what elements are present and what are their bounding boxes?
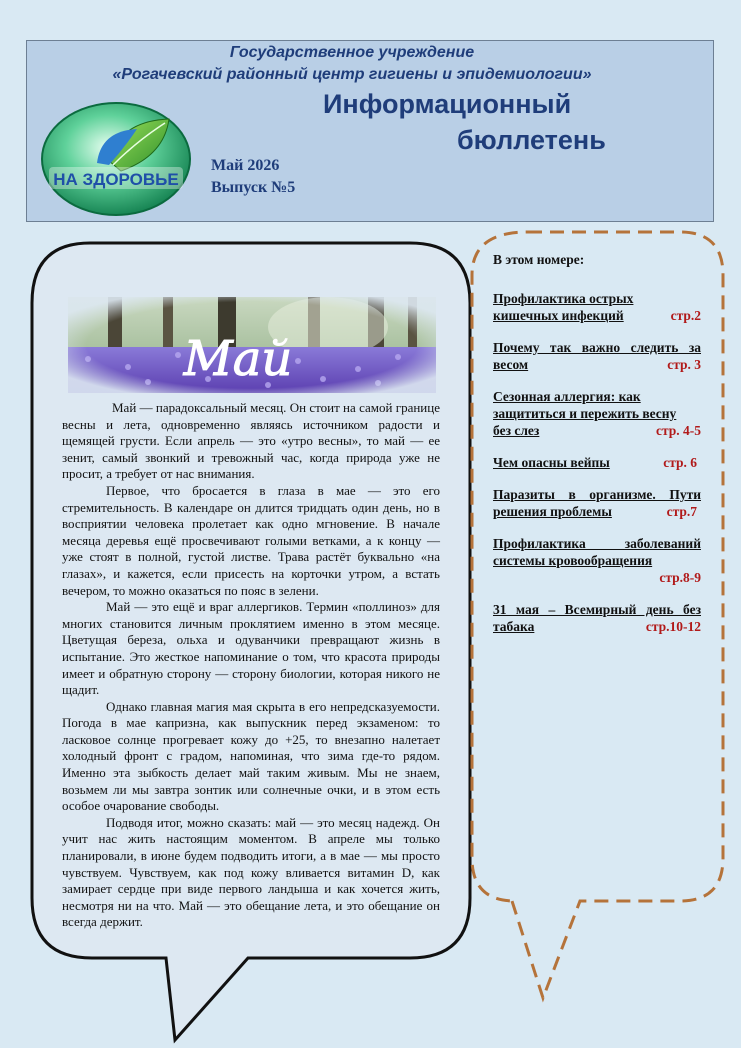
article-paragraph: Май — парадоксальный месяц. Он стоит на самой границе весны и лета, одновременно являясь источником радости и щемящей грусти. Если апрель — это «утро весны», то май — ее зенит, самый звонкий и тревожный час, когда природа уже не просит, а требует от нас внимания.	[62, 400, 440, 482]
issue-number: Выпуск №5	[211, 179, 296, 196]
logo-text: НА ЗДОРОВЬЕ	[53, 170, 179, 189]
na-zdorovye-logo	[39, 101, 193, 217]
toc-item-weight[interactable]	[493, 339, 701, 373]
bulletin-header	[26, 40, 714, 222]
toc-item-title: кишечных инфекций	[493, 308, 624, 323]
toc-item-vapes[interactable]	[493, 454, 701, 471]
toc-item-page: стр.10-12	[645, 619, 701, 634]
article-paragraph: Однако главная магия мая скрыта в его непредсказуемости. Погода в мае капризна, как выпускник перед экзаменом: то ласковое солнце прогревает кожу до +25, то внезапно налетает холодный фронт с градом, напоминая, что зима где-то рядом. Именно эта зыбкость делает май таким живым. Мы не знаем, возьмем ли мы завтра зонтик или солнечные очки, и в этом есть особое очарование свободы.	[62, 698, 440, 814]
organization-type: Государственное учреждение	[229, 44, 475, 61]
toc-item-title: Паразиты в организме. Пути	[493, 487, 701, 502]
toc-item-title: Профилактика заболеваний	[493, 536, 701, 551]
toc-item-page: стр.2	[670, 308, 701, 323]
toc-item-title: весом	[493, 357, 529, 372]
toc-item-title: табака	[493, 619, 535, 634]
toc-item-intestinal-infections[interactable]	[493, 290, 701, 324]
bulletin-title-line2: бюллетень	[457, 125, 606, 155]
toc-item-title: Сезонная аллергия: как	[493, 389, 641, 404]
toc-item-title: Почему так важно следить за	[493, 340, 701, 355]
toc-item-title: без слез	[493, 423, 540, 438]
toc-item-title: решения проблемы	[493, 504, 612, 519]
toc-item-parasites[interactable]	[493, 486, 701, 520]
toc-heading: В этом номере:	[493, 252, 585, 267]
toc-item-circulatory[interactable]	[493, 535, 701, 586]
issue-date: Май 2026	[211, 157, 280, 174]
organization-name: «Рогачевский районный центр гигиены и эпидемиологии»	[112, 66, 592, 83]
toc-item-no-tobacco-day[interactable]	[493, 601, 701, 635]
article-paragraph: Май — это ещё и враг аллергиков. Термин «поллиноз» для многих становится личным проклятием именно в этом месяце. Цветущая береза, ольха и одуванчики превращают жизнь в испытание. Это жесткое напоминание о том, что красота природы имеет и обратную сторону — сторону биологии, которая никого не щадит.	[62, 599, 440, 698]
article-text	[62, 400, 440, 931]
toc-item-page: стр. 4-5	[655, 423, 701, 438]
toc-item-title: 31 мая – Всемирный день без	[493, 602, 701, 617]
table-of-contents	[493, 252, 701, 650]
bulletin-title-line1: Информационный	[323, 89, 572, 119]
toc-item-title: защититься и пережить весну	[493, 406, 677, 421]
toc-item-page: стр.8-9	[659, 570, 701, 585]
toc-item-title: Чем опасны вейпы	[493, 455, 610, 470]
toc-item-page: стр. 3	[667, 357, 701, 372]
toc-item-seasonal-allergy[interactable]	[493, 388, 701, 439]
article-paragraph: Подводя итог, можно сказать: май — это месяц надежд. Он учит нас жить настоящим моментом. В апреле мы только планировали, в июне будем подводить итоги, а в мае — мы просто чувствуем. Чувствуем, как под кожу вливается витамин D, как замирает сердце при виде первого ландыша и как хочется жить, несмотря ни на что. Май — это обещание лета, и это обещание он всегда держит.	[62, 814, 440, 930]
toc-item-title: Профилактика острых	[493, 291, 634, 306]
toc-item-page: стр. 6	[663, 455, 697, 470]
toc-item-title: системы кровообращения	[493, 553, 653, 568]
article-paragraph: Первое, что бросается в глаза в мае — это его стремительность. В календаре он длится тридцать один день, но в восприятии человека пролетает как одно мгновение. В начале месяца деревья ещё просвечивают голыми ветками, а к концу — уже стоят в полной, густой листве. Трава растёт буквально «на глазах», и кажется, если присесть на корточки утром, а встать вечером, то можно оказаться по пояс в зелени.	[62, 482, 440, 598]
may-photo	[68, 297, 436, 393]
toc-item-page: стр.7	[666, 504, 697, 519]
